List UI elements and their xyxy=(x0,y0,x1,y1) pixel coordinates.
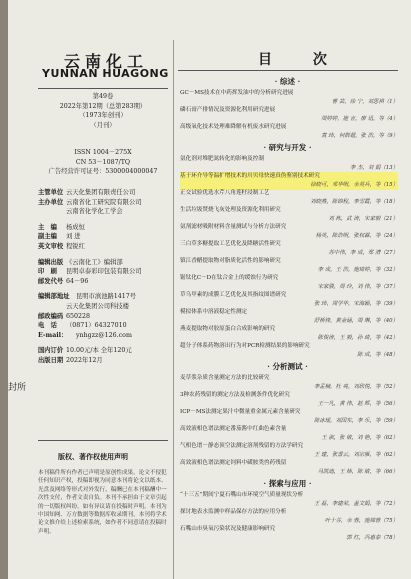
masthead-row xyxy=(38,331,170,341)
toc-entry[interactable] xyxy=(180,240,398,258)
toc-section-heading: · 综述 · xyxy=(274,77,301,86)
toc-entry[interactable] xyxy=(180,155,398,173)
masthead-row xyxy=(38,258,170,268)
column-divider xyxy=(173,40,174,579)
toc-entry-authors: 张 玮，周学华，宋海颖，等（39） xyxy=(313,301,398,307)
masthead-list xyxy=(38,188,170,366)
toc-entry-authors: 袁 玮，何群超，张 浩，等（9） xyxy=(321,133,398,139)
toc-entry-title: 高效液相色谱法测定饲料中磺胺类兽药残留 xyxy=(180,460,287,466)
toc-entry-authors: 陈俊涛，王 毅，孙 琦，等（42） xyxy=(317,335,398,341)
toc-entry[interactable] xyxy=(180,308,398,326)
toc-entry-title: 探讨地表水监测中样品保存方法的应用分析 xyxy=(180,509,287,515)
toc-entry-authors: 徐晓可，邓华明，余英兵，等（15） xyxy=(310,182,398,188)
masthead-label: 编辑出版 xyxy=(38,258,64,266)
masthead-row xyxy=(38,346,170,356)
masthead-value: 10.00元/本 全年120元 xyxy=(66,347,132,355)
toc-entry[interactable] xyxy=(180,508,398,526)
masthead-value: 《云南化工》编辑部 xyxy=(66,258,123,266)
masthead-row xyxy=(38,198,170,208)
toc-entry[interactable] xyxy=(180,106,398,124)
toc-entry-title: 高级氧化技术处理难降解有机废水研究进展 xyxy=(180,124,287,130)
masthead-row xyxy=(38,292,170,302)
masthead-label: 主管单位 xyxy=(38,189,64,196)
issn: ISSN 1004－275X xyxy=(74,149,132,156)
toc-entry[interactable] xyxy=(180,325,398,343)
toc-entry-title: 氨剂滤材吸附材料含量测试与分析方法研究 xyxy=(180,224,287,230)
masthead-label: 出版日期 xyxy=(38,356,64,364)
masthead-label: 印 刷 xyxy=(38,268,57,276)
toc-entry-title: 模拟体系中溶液稳定性测定 xyxy=(180,309,248,315)
toc-entry-title: 石嘴山市臭氧污染状况及健康影响研究 xyxy=(180,526,276,532)
toc-entry-title: 氨化剂对堆肥氮转化的影响及控制 xyxy=(180,156,264,162)
toc-entry-title: 磷石膏产排情况及资源化利用研究进展 xyxy=(180,107,276,113)
toc-entry[interactable] xyxy=(180,442,398,460)
toc-entry[interactable] xyxy=(180,89,398,107)
toc-entry-authors: 李孟楠，杜 亮，刘欣悦，等（52） xyxy=(313,384,398,390)
masthead-label: 编辑部地址 xyxy=(38,293,70,301)
toc-section-heading: · 分析测试 · xyxy=(267,362,308,371)
masthead-label: 国内订价 xyxy=(38,347,64,355)
toc-entry-title: 三白草多糖提取工艺优化及降糖活性研究 xyxy=(180,241,281,247)
toc-section-heading: · 探索与应用 · xyxy=(263,479,312,488)
masthead-row xyxy=(38,277,170,287)
masthead-label: 主 编 xyxy=(38,223,57,231)
masthead-value: 昆明卓泰彩印包装有限公司 xyxy=(66,268,142,276)
masthead-label: 副主编 xyxy=(38,233,57,241)
toc-entry[interactable] xyxy=(180,189,398,207)
toc-entry[interactable] xyxy=(180,274,398,292)
toc-entry[interactable] xyxy=(180,425,398,443)
masthead-value: ynhgzz@126.com xyxy=(76,331,132,339)
masthead-label: 主办单位 xyxy=(38,198,64,206)
toc-entry[interactable] xyxy=(180,172,398,190)
masthead-value: 刘 进 xyxy=(66,233,81,241)
masthead-row xyxy=(38,232,170,242)
toc-entry-authors: 陈 成，等（48） xyxy=(357,352,398,358)
toc-entry-authors: 刘晓燕，陈锦程，李雪霞，等（18） xyxy=(310,199,398,205)
copyright-title: 版权、著作权使用声明 xyxy=(58,452,128,461)
toc-entry[interactable] xyxy=(180,491,398,509)
toc-entry[interactable] xyxy=(180,206,398,224)
toc-entry-title: 超分子体系药物溶出行为对PCR检测结果的影响研究 xyxy=(180,343,310,349)
toc-entry-title: 燕麦提取物对胶原蛋白合成影响的研究 xyxy=(180,326,276,332)
masthead-row xyxy=(38,312,170,322)
cn-number: CN 53－1087/TQ xyxy=(75,158,131,166)
magazine-name-en: YUNNAN HUAGONG xyxy=(42,67,169,80)
toc-entry[interactable] xyxy=(180,408,398,426)
toc-entry-authors: 刘 栋，武 涛，宋家毅（21） xyxy=(328,216,398,222)
toc-entry-title: 正交试验优选水芹八角莲籽浸制工艺 xyxy=(180,190,270,196)
toc-entry[interactable] xyxy=(180,342,398,360)
masthead-label: E-mail： xyxy=(38,331,68,339)
toc-entry-authors: 舒桥锋，黄金涵，周 琳，等（40） xyxy=(313,318,398,324)
issue-founded: （1973年创刊） xyxy=(79,112,127,120)
masthead-value: 云南省化工研究院有限公司 xyxy=(66,198,142,206)
toc-entry[interactable] xyxy=(180,123,398,141)
toc-section-heading: · 研究与开发 · xyxy=(263,143,312,152)
toc-entry-authors: 宋家骏，周 玲，刘 伟，等（37） xyxy=(317,284,398,290)
issue-frequency: （月刊） xyxy=(90,121,116,129)
toc-entry-title: 锯钛化C－D在钛合金上的缓蚀行为研究 xyxy=(180,275,279,281)
masthead-label: 邮政编码 xyxy=(38,312,64,320)
toc-entry-authors: 苏中伟，李 成，郑 清（27） xyxy=(328,250,398,256)
toc-entry-title: 镇江香醋提取物对脂质化活性的影响研究 xyxy=(180,258,281,264)
toc-entry[interactable] xyxy=(180,257,398,275)
masthead-label: 电 话 xyxy=(38,322,57,330)
toc-entry-title: 草乌甲素的成膜工艺优化及其指纹图谱研究 xyxy=(180,292,287,298)
masthead-value: 杨成恒 xyxy=(66,223,85,231)
toc-entry-authors: 王 磊，李建荣，盖文娟，等（72） xyxy=(313,501,398,507)
issn-block xyxy=(38,148,168,177)
masthead-value: （0871）64327010 xyxy=(66,322,127,330)
toc-entry-authors: 李 成，王 浩，施琦婷，等（32） xyxy=(317,267,398,273)
toc-entry[interactable] xyxy=(180,459,398,477)
masthead-value: 64－96 xyxy=(66,277,89,285)
toc-entry-title: 基于环介导等温扩增技术的川贝母快速真伪鉴别技术研究 xyxy=(180,173,320,179)
issue-number: 2022年第12期（总第283期） xyxy=(59,102,147,110)
masthead-value: 昆明市滇池路1417号 xyxy=(76,293,137,301)
toc-entry-title: “十三五”期间宁夏石嘴山市环境空气质量现状分析 xyxy=(180,492,304,498)
masthead-value: 云天化集团有限责任公司 xyxy=(66,189,136,196)
toc-title: 目 次 xyxy=(258,52,345,68)
toc-entry[interactable] xyxy=(180,291,398,309)
masthead-label: 邮发代号 xyxy=(38,277,64,285)
masthead-row xyxy=(38,356,170,366)
toc-entry-title: 气相色谱－静态顶空法测定溶剂残留的方法学研究 xyxy=(180,443,304,449)
masthead-value: 云天化集团公司科技楼 xyxy=(66,302,129,310)
toc-entry-title: GC－MS技术在中药挥发油中的分析研究进展 xyxy=(180,90,294,96)
toc-entry-authors: 李 杰，刘 娟（13） xyxy=(349,165,398,171)
masthead-value: 650228 xyxy=(66,312,91,320)
toc-entry-authors: 王 淑，张 敏，刘 艳，等（62） xyxy=(321,435,398,441)
toc-rule xyxy=(178,70,398,71)
toc-entry-title: 高效液相色谱法测定番茄酱中红曲色素含量 xyxy=(180,426,287,432)
toc-entry-authors: 王一凡，黄 伟，赵 辉，等（56） xyxy=(317,401,398,407)
issue-block xyxy=(38,92,168,130)
toc-entry[interactable] xyxy=(180,223,398,241)
toc-entry-title: ICP－MS法测定果汁中微量重金属元素含量研究 xyxy=(180,409,301,415)
masthead-row xyxy=(38,267,170,277)
masthead-label: 英文审校 xyxy=(38,242,64,250)
toc-entry-title: 生活垃圾焚烧飞灰处理及资源化利用研究 xyxy=(180,207,281,213)
toc-entry-title: 麦草浆杂质含量测定方法的比较研究 xyxy=(180,375,270,381)
toc-entry[interactable] xyxy=(180,374,398,392)
masthead-row xyxy=(38,321,170,331)
divider xyxy=(38,88,168,89)
masthead-row xyxy=(38,242,170,252)
ad-license: 广告经营许可证号：5300004000047 xyxy=(48,168,158,176)
toc-entry-authors: 叶十芬，余 蓉，施锦蓉（75） xyxy=(324,518,398,524)
toc-entry-authors: 曹 芸，徐 宁，刘思祺（1） xyxy=(331,99,398,105)
masthead-row xyxy=(38,207,170,217)
copyright-text: 本刊稿件所有作者已声明是原创性成果，论文不侵犯任何知识产权，投稿即视为同意本刊将论文以纸本、光盘及网络等形式对外发行，稿酬已在本刊稿酬中一次性支付，作者文责自负。本刊不承担由于文章引起的一切版权纠纷，如有异议请在投稿时声明。本刊为中国知网、万方数据等数据库收录期刊，本刊将学术论文推介给上述检索系统，如作者不同意请在投稿时声明。 xyxy=(38,470,167,535)
masthead-row xyxy=(38,302,170,312)
toc-entry[interactable] xyxy=(180,391,398,409)
masthead-value: 云南省化学化工学会 xyxy=(66,208,123,216)
issue-volume: 第49卷 xyxy=(92,93,114,100)
magazine-name-cn: 云南化工 xyxy=(64,52,149,71)
toc-entry-title: 3种农药残留的测定方法及检测条件优化研究 xyxy=(180,392,290,398)
masthead-value: 程锐红 xyxy=(66,242,85,250)
masthead-row xyxy=(38,223,170,233)
toc-entry-authors: 郭 红，冯惠泰（78） xyxy=(346,535,398,541)
divider xyxy=(38,440,168,441)
toc-entry-authors: 陈冰瑶，刘国东，李 乐，等（59） xyxy=(313,418,398,424)
adjacent-page-edge-text: 封所 xyxy=(8,383,27,393)
toc-entry-authors: 周婷婷，施 言，廖 迅，等（4） xyxy=(321,116,398,122)
masthead-row xyxy=(38,188,170,198)
toc-entry-authors: 杨英，陈浩明，张权霖，等（24） xyxy=(315,233,398,239)
toc-entry[interactable] xyxy=(180,525,398,543)
masthead-value: 2022年12月 xyxy=(66,356,103,364)
toc-entry-authors: 王 建，张香云，刘宗雁，等（62） xyxy=(313,452,398,458)
toc-entry-authors: 马凯迪，王 炜，陈 敏，等（66） xyxy=(317,469,398,475)
